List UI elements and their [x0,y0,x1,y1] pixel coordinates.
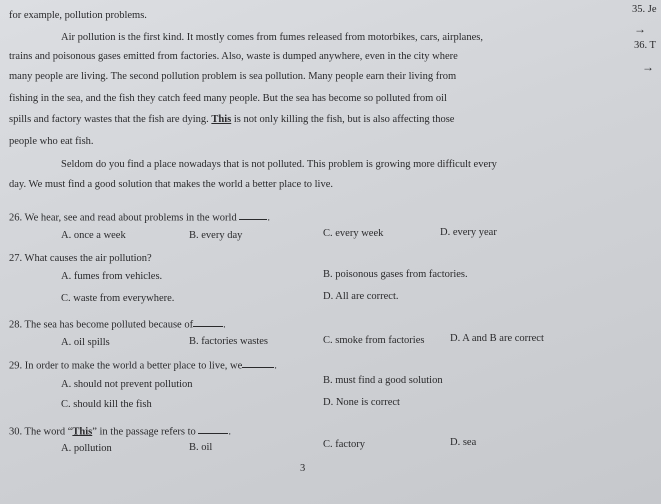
page-number: 3 [300,463,306,474]
passage-line: fishing in the sea, and the fish they catch feed many people. But the sea has become so polluted from oil [9,93,447,104]
passage-text: is not only killing the fish, but is also affecting those [231,114,455,125]
question-end: . [274,360,277,372]
answer-blank[interactable] [193,317,223,327]
passage-line: Seldom do you find a place nowadays that is not polluted. This problem is growing more difficult every [61,159,497,170]
arrow-right-icon: → [642,60,654,74]
question-text: 29. In order to make the world a better place to live, we [9,360,243,372]
question-stem [9,210,270,224]
passage-line: people who eat fish. [9,136,94,147]
option-d[interactable]: D. All are correct. [323,291,399,302]
passage-line: Air pollution is the first kind. It mostly comes from fumes released from motorbikes, cars, airplanes, [61,32,483,43]
passage-keyword-this: This [211,114,232,125]
question-stem: 27. What causes the air pollution? [9,253,152,264]
option-d[interactable]: D. every year [440,227,497,238]
adjacent-page-margin [614,0,661,504]
passage-line: day. We must find a good solution that makes the world a better place to live. [9,179,333,190]
arrow-right-icon: → [634,22,646,36]
option-d[interactable]: D. sea [450,437,477,448]
option-b[interactable]: B. poisonous gases from factories. [323,269,468,280]
option-c[interactable]: C. factory [323,439,365,450]
question-end: . [223,319,226,331]
question-end: . [228,426,231,438]
option-c[interactable]: C. should kill the fish [61,399,152,410]
option-a[interactable]: A. should not prevent pollution [61,379,193,390]
passage-line: trains and poisonous gases emitted from factories. Also, waste is dumped anywhere, even in the city where [9,51,458,62]
intro-line: for example, pollution problems. [9,10,147,21]
question-stem [9,358,277,372]
option-c[interactable]: C. every week [323,228,384,239]
question-36-fragment: 36. T [634,40,656,51]
question-keyword-this: This [72,426,93,438]
option-b[interactable]: B. every day [189,230,243,241]
option-a[interactable]: A. once a week [61,230,126,241]
passage-line: many people are living. The second pollution problem is sea pollution. Many people earn their living from [9,71,457,82]
option-a[interactable]: A. oil spills [61,337,110,348]
option-d[interactable]: D. None is correct [323,397,400,408]
question-stem [9,317,226,331]
answer-blank[interactable] [242,358,274,368]
option-b[interactable]: B. factories wastes [189,336,269,347]
option-b[interactable]: B. must find a good solution [323,375,443,386]
passage-text: spills and factory wastes that the fish are dying. [9,114,209,125]
option-c[interactable]: C. waste from everywhere. [61,293,175,304]
question-text: 28. The sea has become polluted because of [9,319,194,331]
option-b[interactable]: B. oil [189,442,213,453]
option-a[interactable]: A. fumes from vehicles. [61,271,163,282]
question-35-fragment: 35. Je [632,4,657,15]
question-text: ” in the passage refers to [92,426,196,438]
option-c[interactable]: C. smoke from factories [323,335,425,346]
option-a[interactable]: A. pollution [61,443,112,454]
answer-blank[interactable] [239,210,267,220]
question-stem [9,424,231,438]
answer-blank[interactable] [198,424,228,434]
passage-line [9,115,454,126]
question-end: . [267,212,270,224]
question-text: 26. We hear, see and read about problems in the world [9,212,237,224]
option-d[interactable]: D. A and B are correct [450,333,544,344]
question-text: 30. The word “ [9,426,73,438]
